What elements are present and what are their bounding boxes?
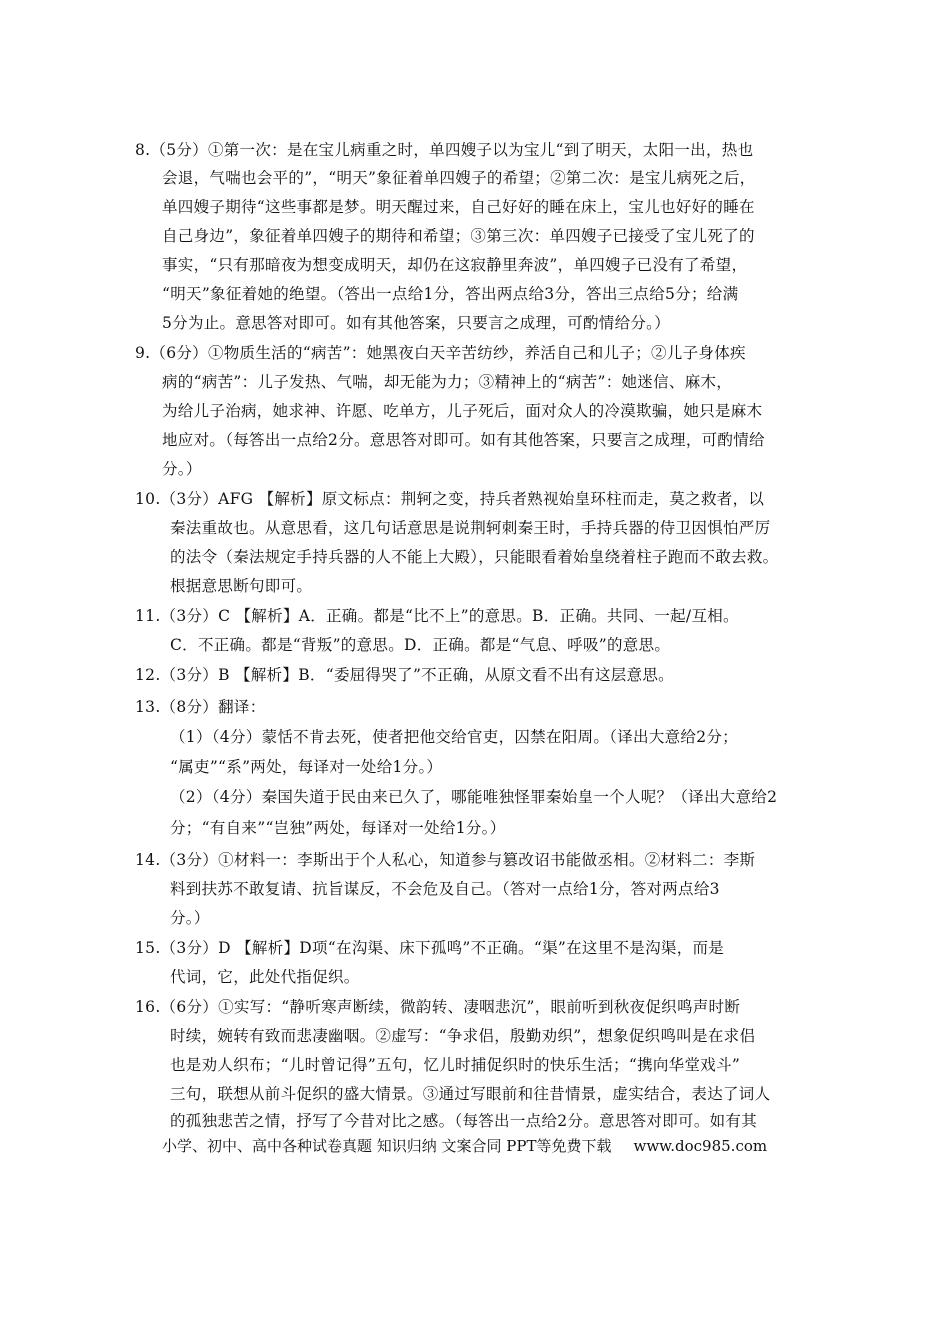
answer-8-line-4: 自己身边”，象征着单四嫂子的期待和希望；③第三次：单四嫂子已接受了宝儿死了的: [162, 227, 755, 245]
answer-16-line-2: 时续，婉转有致而悲凄幽咽。②虚写：“争求侣，殷勤劝织”，想象促织鸣叫是在求侣: [170, 1027, 756, 1045]
answer-14-line-2: 料到扶苏不敢复请、抗旨谋反，不会危及自己。（答对一点给1分，答对两点给3: [170, 880, 720, 898]
answer-16-line-4: 三句，联想从前斗促织的盛大情景。③通过写眼前和往昔情景，虚实结合，表达了词人: [170, 1085, 771, 1103]
answer-15-line-1: 15.（3分）D 【解析】D项“在沟渠、床下孤鸣”不正确。“渠”在这里不是沟渠，而是: [135, 939, 725, 957]
footer-text: 小学、初中、高中各种试卷真题 知识归纳 文案合同 PPT等免费下载: [162, 1137, 612, 1155]
answer-10-line-3: 的法令（秦法规定手持兵器的人不能上大殿），只能眼看着始皇绕着柱子跑而不敢去救。: [170, 548, 779, 566]
answer-9-line-5: 分。）: [162, 460, 202, 478]
answer-13-line-3: “属吏”“系”两处，每译对一处给1分。）: [170, 758, 443, 776]
answer-11-line-1: 11.（3分）C 【解析】A．正确。都是“比不上”的意思。B．正确。共同、一起/互相。: [135, 607, 739, 625]
answer-14-line-3: 分。）: [170, 909, 210, 927]
answer-8-line-1: 8.（5分）①第一次：是在宝儿病重之时，单四嫂子以为宝儿“到了明天，太阳一出，热也: [135, 141, 754, 159]
answer-9-line-3: 为给儿子治病，她求神、许愿、吃单方，儿子死后，面对众人的冷漠欺骗，她只是麻木: [162, 402, 763, 420]
answer-11-line-2: C．不正确。都是“背叛”的意思。D．正确。都是“气息、呼吸”的意思。: [170, 636, 671, 654]
answer-16-line-1: 16.（6分）①实写：“静听寒声断续，微韵转、凄咽悲沉”，眼前听到秋夜促织鸣声时断: [135, 998, 741, 1016]
answer-13-line-2: （1）（4分）蒙恬不肯去死，使者把他交给官吏，囚禁在阳周。（译出大意给2分；: [170, 728, 738, 746]
answer-8-line-7: 5分为止。意思答对即可。如有其他答案，只要言之成理，可酌情给分。）: [162, 314, 671, 332]
answer-14-line-1: 14.（3分）①材料一：李斯出于个人私心，知道参与篡改诏书能做丞相。②材料二：李斯: [135, 851, 756, 869]
footer-url[interactable]: www.doc985.com: [633, 1137, 768, 1155]
answer-12-line-1: 12.（3分）B 【解析】B．“委屈得哭了”不正确，从原文看不出有这层意思。: [135, 666, 674, 684]
answer-13-line-5: 分；“有自来”“岂独”两处，每译对一处给1分。）: [170, 819, 506, 837]
answer-13-line-1: 13.（8分）翻译：: [135, 698, 266, 716]
answer-9-line-2: 病的“病苦”：儿子发热、气喘，却无能为力；③精神上的“病苦”：她迷信、麻木，: [162, 373, 733, 391]
answer-9-line-4: 地应对。（每答出一点给2分。意思答对即可。如有其他答案，只要言之成理，可酌情给: [162, 431, 765, 449]
answer-10-line-4: 根据意思断句即可。: [170, 577, 313, 595]
answer-8-line-2: 会退，气喘也会平的”，“明天”象征着单四嫂子的希望；②第二次：是宝儿病死之后，: [162, 169, 756, 187]
answer-10-line-1: 10.（3分）AFG 【解析】原文标点：荆轲之变，持兵者熟视始皇环柱而走，莫之救者，以: [135, 490, 765, 508]
answer-16-line-3: 也是劝人织布；“儿时曾记得”五句，忆儿时捕促织时的快乐生活；“携向华堂戏斗”: [170, 1056, 741, 1074]
answer-8-line-6: “明天”象征着她的绝望。（答出一点给1分，答出两点给3分，答出三点给5分；给满: [162, 285, 739, 303]
answer-10-line-2: 秦法重故也。从意思看，这几句话意思是说荆轲刺秦王时，手持兵器的侍卫因惧怕严厉: [170, 519, 771, 537]
answer-8-line-5: 事实，“只有那暗夜为想变成明天，却仍在这寂静里奔波”，单四嫂子已没有了希望，: [162, 256, 748, 274]
answer-15-line-2: 代词，它，此处代指促织。: [170, 968, 360, 986]
page-footer: [162, 1136, 767, 1156]
answer-13-line-4: （2）（4分）秦国失道于民由来已久了，哪能唯独怪罪秦始皇一个人呢？（译出大意给2: [170, 788, 778, 806]
answer-9-line-1: 9.（6分）①物质生活的“病苦”：她黑夜白天辛苦纺纱，养活自己和儿子；②儿子身体疾: [135, 344, 746, 362]
answer-16-line-5: 的孤独悲苦之情，抒写了今昔对比之感。（每答出一点给2分。意思答对即可。如有其: [170, 1112, 758, 1130]
answer-8-line-3: 单四嫂子期待“这些事都是梦。明天醒过来，自己好好的睡在床上，宝儿也好好的睡在: [162, 198, 755, 216]
